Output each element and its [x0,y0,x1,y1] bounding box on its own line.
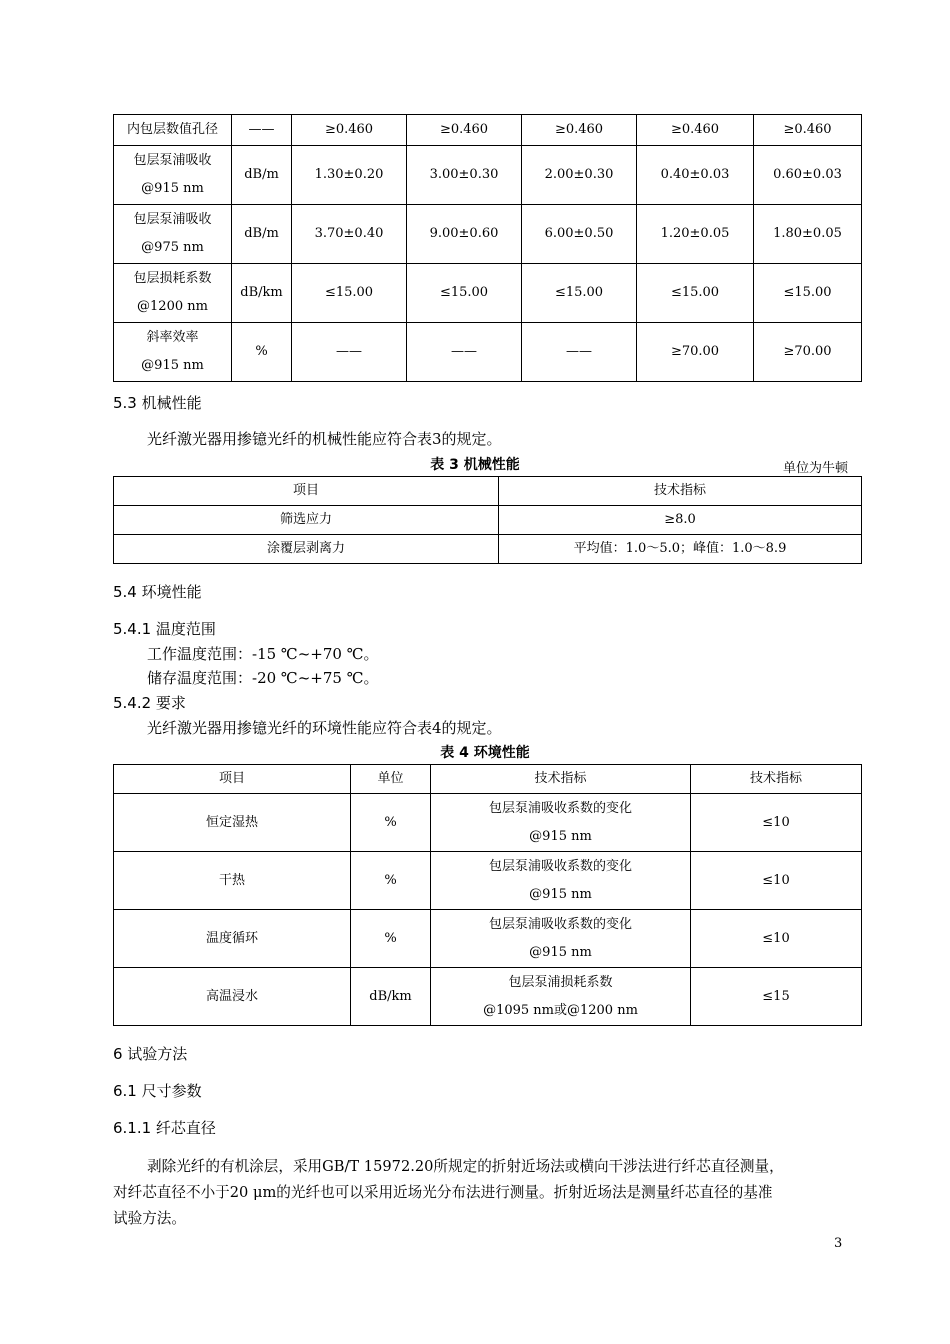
indicator-cell [431,794,691,852]
value-cell: ≤15.00 [522,264,637,323]
table-row [114,264,862,323]
table-header-cell: 项目 [114,765,351,794]
table-3-unit-note: 单位为牛顿 [783,461,849,476]
value-cell: —— [522,323,637,382]
item-cell: 恒定湿热 [114,794,351,852]
parameter-name-cell [114,146,232,205]
parameter-name-line: 内包层数值孔径 [126,122,218,137]
parameter-name-cell [114,323,232,382]
limit-cell: ≤10 [691,794,862,852]
value-cell: 3.70±0.40 [292,205,407,264]
value-cell: 3.00±0.30 [407,146,522,205]
value-cell: 1.80±0.05 [754,205,862,264]
table-cell: 筛选应力 [114,506,499,535]
value-cell: ≤15.00 [292,264,407,323]
value-cell: ≥70.00 [637,323,754,382]
parameter-name-line: @915 nm [141,358,204,373]
value-cell: ≥0.460 [292,115,407,146]
unit-cell: % [351,794,431,852]
table-row [114,115,862,146]
indicator-cell [431,852,691,910]
value-cell: 1.20±0.05 [637,205,754,264]
unit-cell: dB/m [232,205,292,264]
value-cell: ≥0.460 [637,115,754,146]
indicator-line: 包层泵浦吸收系数的变化 [488,800,632,816]
table-row [114,910,862,968]
section-6-1-1-line-2: 对纤芯直径不小于20 μm的光纤也可以采用近场光分布法进行测量。折射近场法是测量纤芯直径的基准 [113,1184,773,1201]
section-6-1-1-heading: 6.1.1 纤芯直径 [113,1119,216,1137]
section-5-4-1-heading: 5.4.1 温度范围 [113,620,216,638]
table-optical-params [113,114,862,382]
parameter-name-cell [114,264,232,323]
unit-cell: —— [232,115,292,146]
indicator-line: @915 nm [529,828,592,844]
section-5-4-2-paragraph: 光纤激光器用掺镱光纤的环境性能应符合表4的规定。 [147,719,502,737]
limit-cell: ≤15 [691,968,862,1026]
indicator-line: @915 nm [529,944,592,960]
page-number: 3 [834,1236,843,1251]
table-mechanical [113,476,862,564]
section-5-4-heading: 5.4 环境性能 [113,583,202,601]
table-row [114,794,862,852]
table-cell: 涂覆层剥离力 [114,535,499,564]
unit-cell: dB/km [232,264,292,323]
value-cell: 1.30±0.20 [292,146,407,205]
section-6-1-1-line-1: 剥除光纤的有机涂层，采用GB/T 15972.20所规定的折射近场法或横向干涉法进行纤芯直径测量， [147,1158,784,1175]
value-cell: ≤15.00 [754,264,862,323]
temperature-storage: 储存温度范围：-20 ℃~+75 ℃。 [147,669,379,687]
unit-cell: % [351,910,431,968]
parameter-name-line: @1200 nm [137,299,208,314]
parameter-name-line: 包层泵浦吸收 [133,212,212,227]
section-6-heading: 6 试验方法 [113,1045,188,1063]
table-header-row [114,765,862,794]
table-header-cell: 技术指标 [691,765,862,794]
table-header-cell: 技术指标 [431,765,691,794]
table-3-caption: 表 3 机械性能 [430,457,520,473]
section-5-3-heading: 5.3 机械性能 [113,394,202,412]
table-row [114,506,862,535]
value-cell: 0.40±0.03 [637,146,754,205]
indicator-line: 包层泵浦损耗系数 [508,974,613,990]
value-cell: ≥0.460 [754,115,862,146]
temperature-operating: 工作温度范围：-15 ℃~+70 ℃。 [147,645,379,663]
value-cell: 9.00±0.60 [407,205,522,264]
table-row [114,852,862,910]
indicator-line: @1095 nm或@1200 nm [483,1002,638,1018]
value-cell: ≥0.460 [522,115,637,146]
indicator-line: @915 nm [529,886,592,902]
value-cell: —— [292,323,407,382]
value-cell: 6.00±0.50 [522,205,637,264]
table-row [114,323,862,382]
table-header-cell: 项目 [114,477,499,506]
unit-cell: dB/km [351,968,431,1026]
unit-cell: % [232,323,292,382]
value-cell: ≥70.00 [754,323,862,382]
indicator-cell [431,968,691,1026]
table-row [114,205,862,264]
value-cell: ≤15.00 [637,264,754,323]
value-cell: 2.00±0.30 [522,146,637,205]
table-row [114,535,862,564]
section-6-1-1-line-3: 试验方法。 [113,1210,186,1227]
parameter-name-line: 斜率效率 [146,330,199,345]
value-cell: 0.60±0.03 [754,146,862,205]
parameter-name-line: 包层泵浦吸收 [133,153,212,168]
table-cell: ≥8.0 [499,506,862,535]
parameter-name-cell [114,205,232,264]
table-cell: 平均值：1.0～5.0；峰值：1.0～8.9 [499,535,862,564]
value-cell: ≤15.00 [407,264,522,323]
parameter-name-line: @975 nm [141,240,204,255]
section-5-4-2-heading: 5.4.2 要求 [113,694,186,712]
item-cell: 高温浸水 [114,968,351,1026]
indicator-line: 包层泵浦吸收系数的变化 [488,858,632,874]
table-header-cell: 技术指标 [499,477,862,506]
table-row [114,146,862,205]
parameter-name-line: 包层损耗系数 [133,271,212,286]
table-4-caption: 表 4 环境性能 [440,745,530,761]
unit-cell: % [351,852,431,910]
item-cell: 干热 [114,852,351,910]
unit-cell: dB/m [232,146,292,205]
indicator-line: 包层泵浦吸收系数的变化 [488,916,632,932]
section-5-3-paragraph: 光纤激光器用掺镱光纤的机械性能应符合表3的规定。 [147,430,502,448]
limit-cell: ≤10 [691,852,862,910]
value-cell: ≥0.460 [407,115,522,146]
table-header-cell: 单位 [351,765,431,794]
table-row [114,968,862,1026]
parameter-name-line: @915 nm [141,181,204,196]
value-cell: —— [407,323,522,382]
indicator-cell [431,910,691,968]
item-cell: 温度循环 [114,910,351,968]
table-header-row [114,477,862,506]
limit-cell: ≤10 [691,910,862,968]
table-environmental [113,764,862,1026]
section-6-1-heading: 6.1 尺寸参数 [113,1082,202,1100]
parameter-name-cell [114,115,232,146]
